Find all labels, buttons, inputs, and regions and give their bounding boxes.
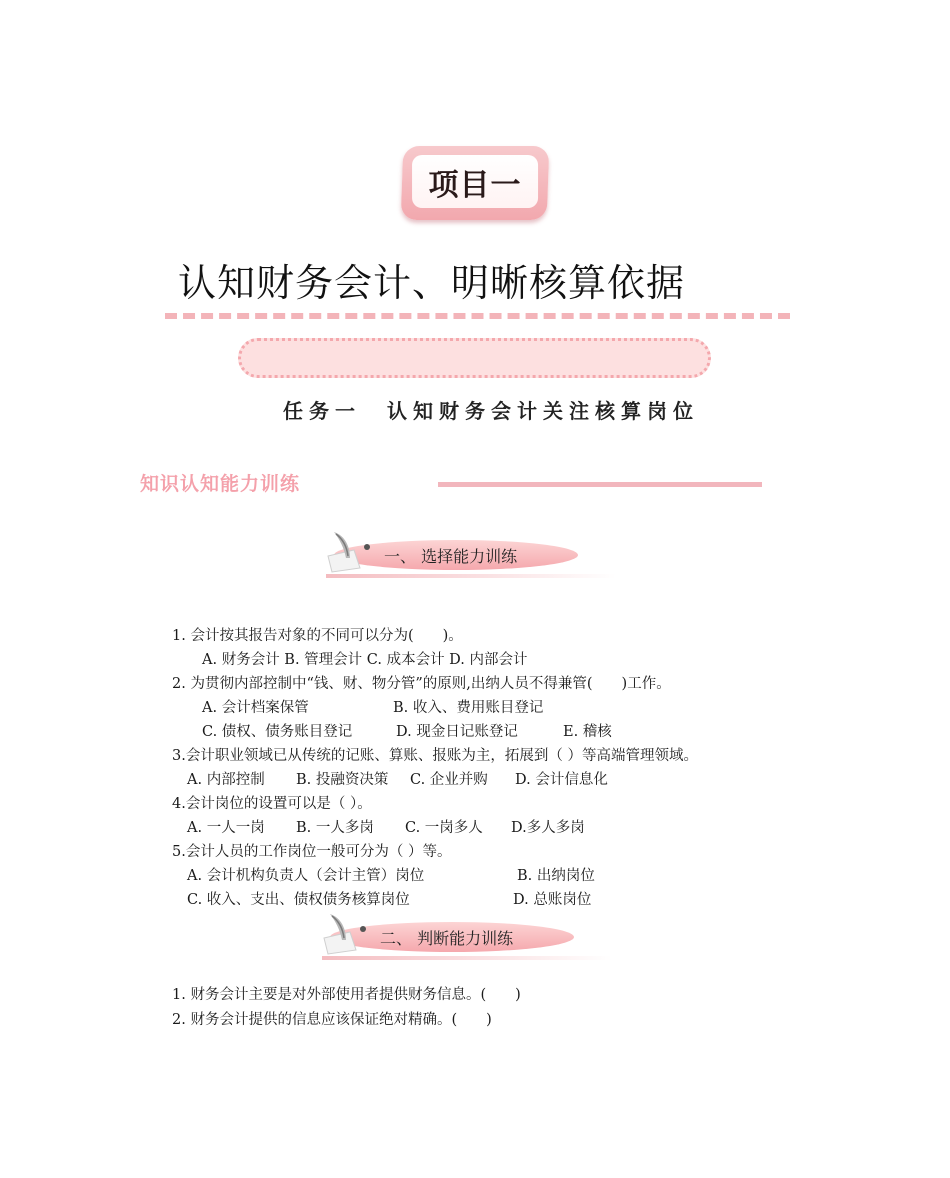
quill-icon bbox=[316, 908, 372, 964]
choice-question-1: 1. 会计按其报告对象的不同可以分为( )。 bbox=[172, 628, 463, 644]
choice-q2-option-b: B. 收入、费用账目登记 bbox=[393, 700, 544, 716]
choice-q2-option-d: D. 现金日记账登记 bbox=[396, 724, 518, 740]
choice-question-3: 3.会计职业领域已从传统的记账、算账、报账为主，拓展到（ ）等高端管理领域。 bbox=[172, 748, 698, 764]
main-title: 认知财务会计、明晰核算依据 bbox=[178, 261, 686, 305]
pill-banner bbox=[238, 338, 711, 378]
choice-q4-option-a: A. 一人一岗 bbox=[187, 820, 265, 836]
choice-q2-option-e: E. 稽核 bbox=[563, 724, 612, 740]
knowledge-bar bbox=[438, 482, 762, 487]
choice-q4-option-d: D.多人多岗 bbox=[511, 820, 585, 836]
task-title: 任务一 认知财务会计关注核算岗位 bbox=[283, 399, 699, 423]
choice-q3-option-c: C. 企业并购 bbox=[410, 772, 488, 788]
choice-q5-option-d: D. 总账岗位 bbox=[513, 892, 592, 908]
choice-q1-options: A. 财务会计 B. 管理会计 C. 成本会计 D. 内部会计 bbox=[202, 652, 528, 668]
section-judge-header bbox=[322, 912, 622, 972]
quill-icon bbox=[320, 526, 376, 582]
choice-question-5: 5.会计人员的工作岗位一般可分为（ ）等。 bbox=[172, 844, 452, 860]
section-choice-header bbox=[326, 530, 626, 590]
project-badge bbox=[401, 146, 550, 220]
choice-q5-option-a: A. 会计机构负责人（会计主管）岗位 bbox=[187, 868, 425, 884]
judge-question-1: 1. 财务会计主要是对外部使用者提供财务信息。( ) bbox=[172, 987, 521, 1003]
knowledge-title: 知识认知能力训练 bbox=[140, 473, 301, 495]
choice-q5-option-c: C. 收入、支出、债权债务核算岗位 bbox=[187, 892, 410, 908]
choice-q2-option-a: A. 会计档案保管 bbox=[202, 700, 309, 716]
judge-question-2: 2. 财务会计提供的信息应该保证绝对精确。( ) bbox=[172, 1012, 492, 1028]
choice-question-4: 4.会计岗位的设置可以是（ ）。 bbox=[172, 796, 372, 812]
section-judge-label: 二、 判断能力训练 bbox=[380, 929, 514, 948]
title-divider bbox=[165, 313, 790, 319]
choice-q3-option-a: A. 内部控制 bbox=[187, 772, 265, 788]
choice-q3-option-b: B. 投融资决策 bbox=[296, 772, 389, 788]
choice-q3-option-d: D. 会计信息化 bbox=[515, 772, 608, 788]
choice-q4-option-c: C. 一岗多人 bbox=[405, 820, 483, 836]
section-choice-label: 一、 选择能力训练 bbox=[384, 547, 518, 566]
choice-q4-option-b: B. 一人多岗 bbox=[296, 820, 374, 836]
project-badge-inner bbox=[412, 155, 538, 208]
project-badge-text: 项目一 bbox=[428, 167, 522, 203]
choice-q5-option-b: B. 出纳岗位 bbox=[517, 868, 595, 884]
choice-q2-option-c: C. 债权、债务账目登记 bbox=[202, 724, 353, 740]
choice-question-2: 2. 为贯彻内部控制中“钱、财、物分管”的原则,出纳人员不得兼管( )工作。 bbox=[172, 676, 671, 692]
